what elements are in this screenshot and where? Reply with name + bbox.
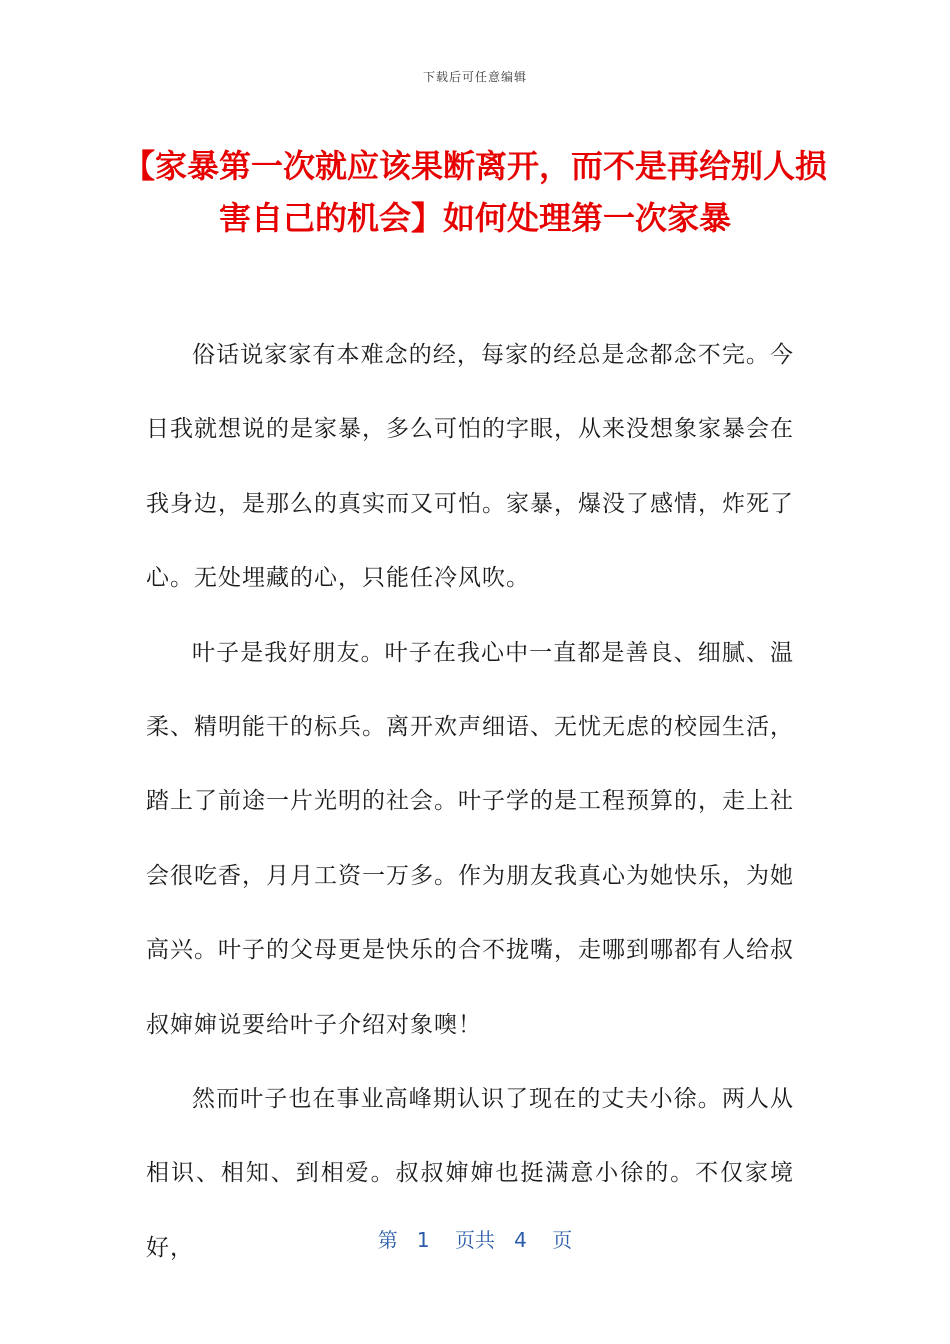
footer-suffix: 页 <box>552 1228 573 1252</box>
paragraph: 俗话说家家有本难念的经，每家的经总是念都念不完。今日我就想说的是家暴，多么可怕的字眼，从来没想象家暴会在我身边，是那么的真实而又可怕。家暴，爆没了感情，炸死了心。无处埋藏的心，只能任冷风吹。 <box>146 342 794 592</box>
document-body <box>146 318 794 1285</box>
footer-current-page: 1 <box>416 1228 430 1252</box>
document-title: 【家暴第一次就应该果断离开，而不是再给别人损害自己的机会】如何处理第一次家暴 <box>122 147 827 237</box>
paragraph: 叶子是我好朋友。叶子在我心中一直都是善良、细腻、温柔、精明能干的标兵。离开欢声细语、无忧无虑的校园生活，踏上了前途一片光明的社会。叶子学的是工程预算的，走上社会很吃香，月月工资一万多。作为朋友我真心为她快乐，为她高兴。叶子的父母更是快乐的合不拢嘴，走哪到哪都有人给叔叔婶婶说要给叶子介绍对象噢！ <box>146 639 794 1038</box>
footer-total-pages: 4 <box>514 1228 527 1252</box>
header-note: 下载后可任意编辑 <box>422 70 527 84</box>
footer-prefix: 第 <box>377 1228 398 1252</box>
paragraph: 然而叶子也在事业高峰期认识了现在的丈夫小徐。两人从相识、相知、到相爱。叔叔婶婶也挺满意小徐的。不仅家境好， <box>146 1086 794 1261</box>
footer-middle: 页共 <box>455 1228 495 1252</box>
page-footer <box>0 1224 950 1253</box>
